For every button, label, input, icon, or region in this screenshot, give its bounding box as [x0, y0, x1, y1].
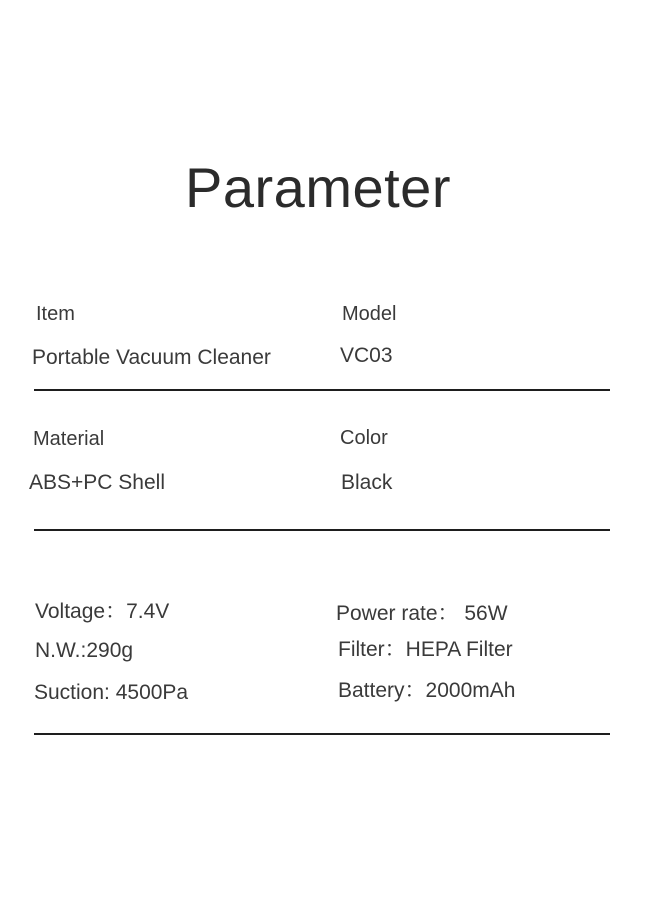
power-rate-spec: Power rate： 56W	[336, 602, 508, 625]
suction-spec: Suction: 4500Pa	[34, 681, 189, 704]
battery-spec: Battery：2000mAh	[338, 679, 516, 702]
filter-spec: Filter：HEPA Filter	[338, 638, 513, 661]
model-label: Model	[342, 303, 397, 325]
item-label: Item	[36, 303, 75, 325]
divider-3	[34, 733, 610, 735]
color-label: Color	[340, 427, 388, 449]
model-value: VC03	[340, 344, 393, 367]
color-value: Black	[341, 471, 393, 494]
material-value: ABS+PC Shell	[29, 471, 165, 494]
net-weight-spec: N.W.:290g	[35, 639, 134, 662]
page-title: Parameter	[185, 156, 451, 219]
voltage-spec: Voltage：7.4V	[35, 600, 170, 623]
item-value: Portable Vacuum Cleaner	[32, 346, 271, 369]
material-label: Material	[33, 428, 105, 450]
divider-1	[34, 389, 610, 391]
divider-2	[34, 529, 610, 531]
